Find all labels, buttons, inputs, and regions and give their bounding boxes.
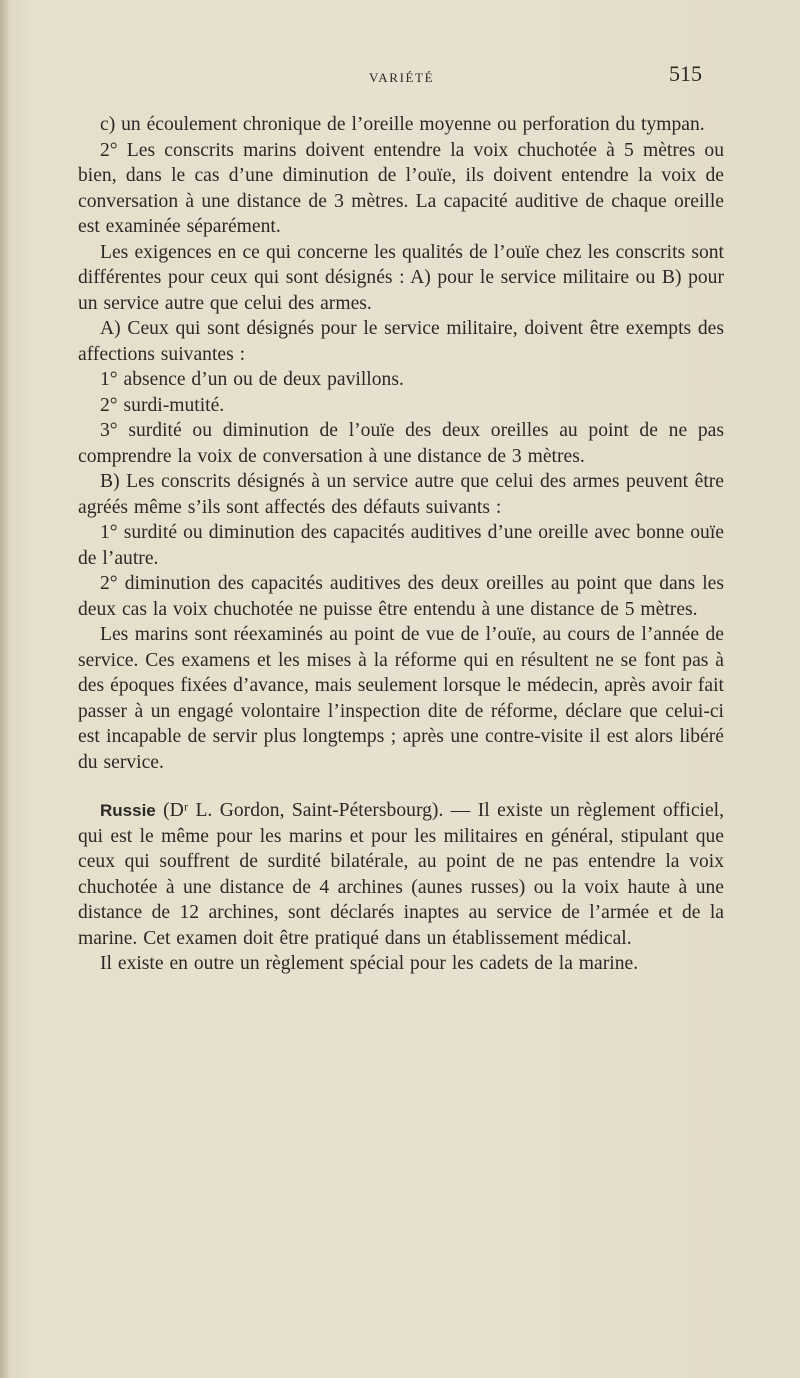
list-item: 3° surdité ou diminution de l’ouïe des deux oreilles au point de ne pas comprendre la voix de conversation à une distance de 3 mètres. [78,420,724,467]
paragraph: Il existe en outre un règlement spécial pour les cadets de la marine. [100,953,639,974]
russia-text: (Dʳ L. Gordon, Saint-Pétersbourg). — Il existe un règlement officiel, qui est le même pour les marins et pour les militaires en général, stipulant que ceux qui souffrent de surdité bilatérale, au point de ne pas entendre la voix chuchotée à une distance de 4 archines (aunes russes) ou la voix haute à une distance de 12 archines, sont déclarés inaptes au service de l’armée et de la marine. Cet examen doit être pratiqué dans un établissement médical. [78,800,724,949]
paragraph: 2° Les conscrits marins doivent entendre la voix chuchotée à 5 mètres ou bien, dans le cas d’une diminution de l’ouïe, ils doivent entendre la voix de conversation à une distance de 3 mètres. La capacité auditive de chaque oreille est examinée séparément. [78,139,724,237]
page-header [0,58,800,98]
paragraph: Les marins sont réexaminés au point de vue de l’ouïe, au cours de l’année de service. Ces examens et les mises à la réforme qui en résultent ne se font pas à des époques fixées d’avance, mais seulement lorsque le médecin, après avoir fait passer à un engagé volontaire l’inspection dite de réforme, déclare que celui-ci est incapable de servir plus longtemps ; après une contre-visite il est alors libéré du service. [78,624,724,773]
body-text [78,112,724,977]
page-number: 515 [669,61,702,86]
paragraph: Les exigences en ce qui concerne les qualités de l’ouïe chez les conscrits sont différentes pour ceux qui sont désignés : A) pour le service militaire ou B) pour un service autre que celui des armes. [78,241,724,314]
paragraph: A) Ceux qui sont désignés pour le service militaire, doivent être exempts des affections suivantes : [78,318,724,365]
running-title: VARIÉTÉ [369,70,435,85]
russia-paragraph [78,798,724,951]
list-item: 2° surdi-mutité. [100,394,225,416]
page-edge-shadow [0,0,10,1378]
list-item: 2° diminution des capacités auditives des deux oreilles au point que dans les deux cas la voix chuchotée ne puisse être entendu à une distance de 5 mètres. [78,573,724,620]
paragraph: c) un écoulement chronique de l’oreille moyenne ou perforation du tympan. [100,114,705,135]
list-item: 1° absence d’un ou de deux pavillons. [100,369,404,390]
paragraph: B) Les conscrits désignés à un service autre que celui des armes peuvent être agréés même s’ils sont affectés des défauts suivants : [78,471,724,518]
list-item: 1° surdité ou diminution des capacités auditives d’une oreille avec bonne ouïe de l’autre. [78,522,724,569]
country-heading: Russie [100,801,156,820]
